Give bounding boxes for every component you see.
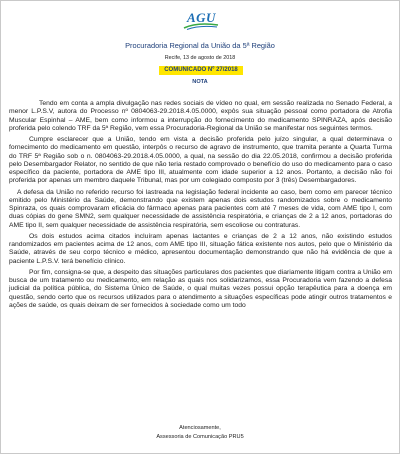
comunicado-badge: COMUNICADO Nº 27/2018: [159, 66, 243, 75]
paragraph: A defesa da União no referido recurso foi lastreada na legislação federal incidente ao caso, bem como em parecer técnico emitido pelo Ministério da Saúde, demonstrando que existem apenas dois estudos randomizados sobre o medicamento Spinraza, os quais comprovaram eficácia do fármaco apenas para pacientes com até 7 meses de vida, com AME tipo I, com duas cópias do gene SMN2, sem qualquer necessidade de assistência respiratória, e crianças de 2 a 12 anos, portadoras do AME tipo II, sem qualquer necessidade de assistência respiratória, sem escoliose ou contraturas.: [9, 188, 392, 229]
agu-logo-text: AGU: [187, 10, 216, 25]
paragraph: Por fim, consigna-se que, a despeito das situações particulares dos pacientes que diariamente litigam contra a União em busca de um tratamento ou medicamento, em relação as quais nos solidarizamos, essa Procuradoria vem fazendo a defesa judicial da política pública, do Sistema Único de Saúde, o qual muitas vezes possui opção terapêutica para a doença em questão, sendo certo que os recursos utilizados para o atendimento a situações específicas pode atingir outros tratamentos e ações de saúde, os quais deixam de ser fornecidos à sociedade como um todo: [9, 268, 392, 309]
paragraph: Cumpre esclarecer que a União, tendo em vista a decisão proferida pelo juízo singular, a qual determinava o fornecimento do medicamento em questão, interpôs o recurso de agravo de instrumento, que tramita perante a Quarta Turma do TRF 5ª Região sob o n. 0804063-29.2018.4.05.0000, a qual, na sessão do dia 22.05.2018, confirmou a decisão proferida pelo Desembargador Relator, no sentido de que não teria restado comprovado o benefício do uso do medicamento para o caso específico da paciente, portadora de AME tipo III, atualmente com idade superior a 12 anos. Portanto, a decisão não foi proferida por apenas um membro daquele Tribunal, mas por um colegiado composto por 3 (três) Desembargadores.: [9, 136, 392, 185]
agu-logo: [183, 5, 219, 33]
signature-text: Assessoria de Comunicação PRU5: [156, 433, 244, 440]
organization-title: Procuradoria Regional da União da 5ª Região: [125, 41, 275, 50]
signature-block: [1, 424, 399, 441]
note-label: NOTA: [192, 79, 208, 85]
paragraph: Os dois estudos acima citados incluíram apenas lactantes e crianças de 2 a 12 anos, não existindo estudos randomizados em pacientes acima de 12 anos, com AME tipo III, situação fática existente nos autos, pelo que o Ministério da Saúde, através de seu corpo técnico e médico, apresentou documentação demonstrando que não há evidência de que a paciente L.P.S.V. terá benefício clínico.: [9, 232, 392, 265]
paragraph: Tendo em conta a ampla divulgação nas redes sociais de vídeo no qual, em sessão realizada no Senado Federal, a menor L.P.S.V, autora do Processo nº 0804063-29.2018.4.05.0000, expôs sua situação pessoal como portadora de Atrofia Muscular Espinhal – AME, bem como informou a interrupção do fornecimento do medicamento SPINRAZA, após decisão proferida pelo colendo TRF da 5ª Região, vem essa Procuradoria-Regional da União se manifestar nos seguintes termos.: [9, 100, 392, 132]
dateline: Recife, 13 de agosto de 2018: [164, 55, 236, 61]
logo-swoosh-icon: [183, 22, 219, 30]
closing-text: Atenciosamente,: [179, 425, 221, 431]
document-body: [9, 100, 392, 313]
